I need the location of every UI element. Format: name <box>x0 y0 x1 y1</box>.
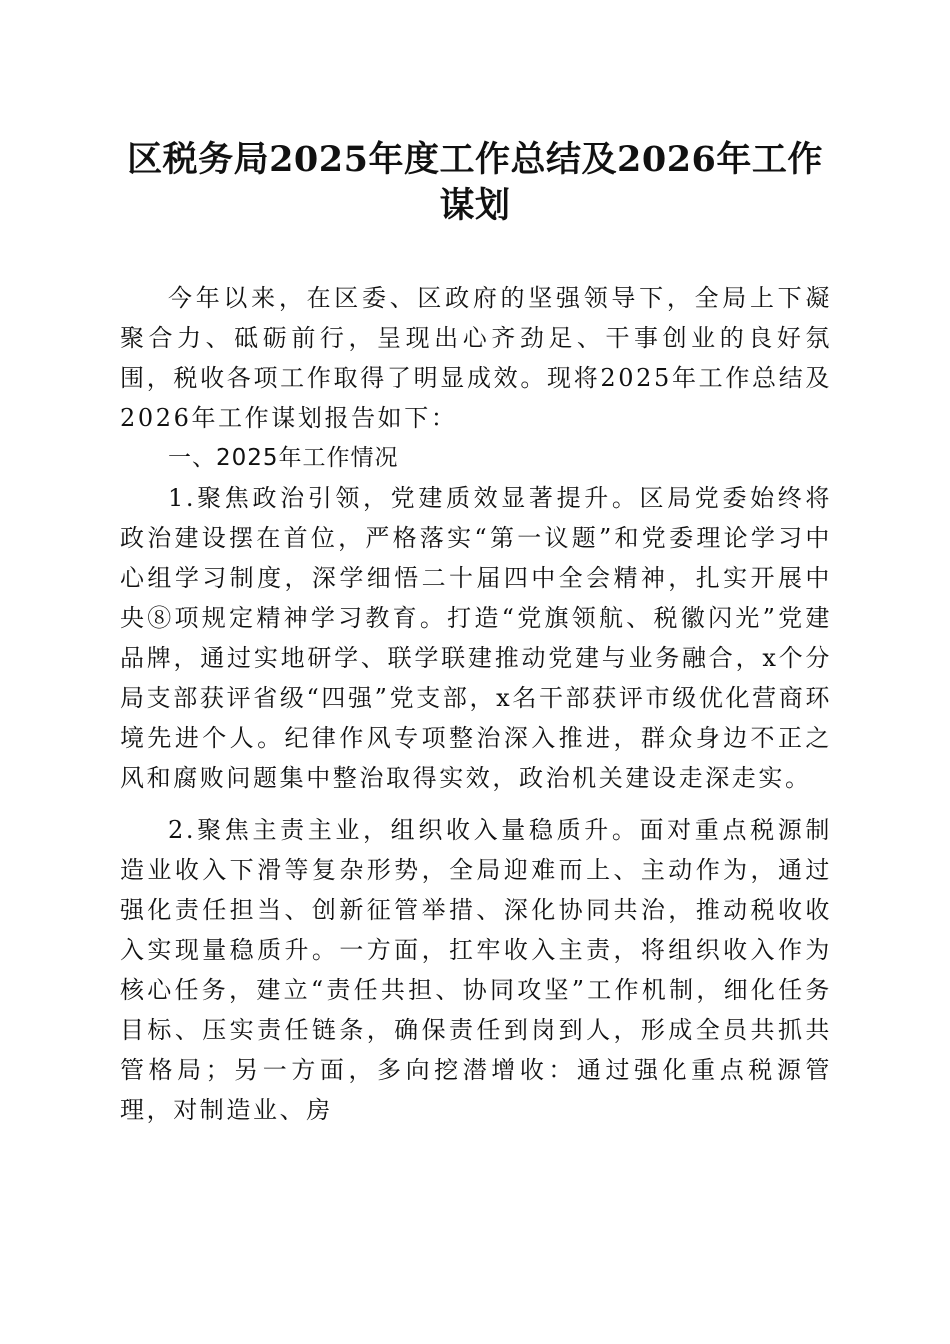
section-heading: 一、2025年工作情况 <box>168 445 399 471</box>
paragraph-gap <box>120 798 832 810</box>
document-title: 区税务局2025年度工作总结及2026年工作谋划 <box>127 139 823 226</box>
intro-paragraph: 今年以来，在区委、区政府的坚强领导下，全局上下凝聚合力、砥砺前行，呈现出心齐劲足、干事创业的良好氛围，税收各项工作取得了明显成效。现将2025年工作总结及2026年工作谋划报告如下： <box>120 284 832 432</box>
paragraph-2: 2.聚焦主责主业，组织收入量稳质升。面对重点税源制造业收入下滑等复杂形势，全局迎难而上、主动作为，通过强化责任担当、创新征管举措、深化协同共治，推动税收收入实现量稳质升。一方面，扛牢收入主责，将组织收入作为核心任务，建立“责任共担、协同攻坚”工作机制，细化任务目标、压实责任链条，确保责任到岗到人，形成全员共抓共管格局；另一方面，多向挖潜增收：通过强化重点税源管理，对制造业、房 <box>120 816 832 1124</box>
document-body <box>120 278 832 1130</box>
paragraph-1: 1.聚焦政治引领，党建质效显著提升。区局党委始终将政治建设摆在首位，严格落实“第一议题”和党委理论学习中心组学习制度，深学细悟二十届四中全会精神，扎实开展中央⑧项规定精神学习教育。打造“党旗领航、税徽闪光”党建品牌，通过实地研学、联学联建推动党建与业务融合，x个分局支部获评省级“四强”党支部，x名干部获评市级优化营商环境先进个人。纪律作风专项整治深入推进，群众身边不正之风和腐败问题集中整治取得实效，政治机关建设走深走实。 <box>120 484 832 792</box>
